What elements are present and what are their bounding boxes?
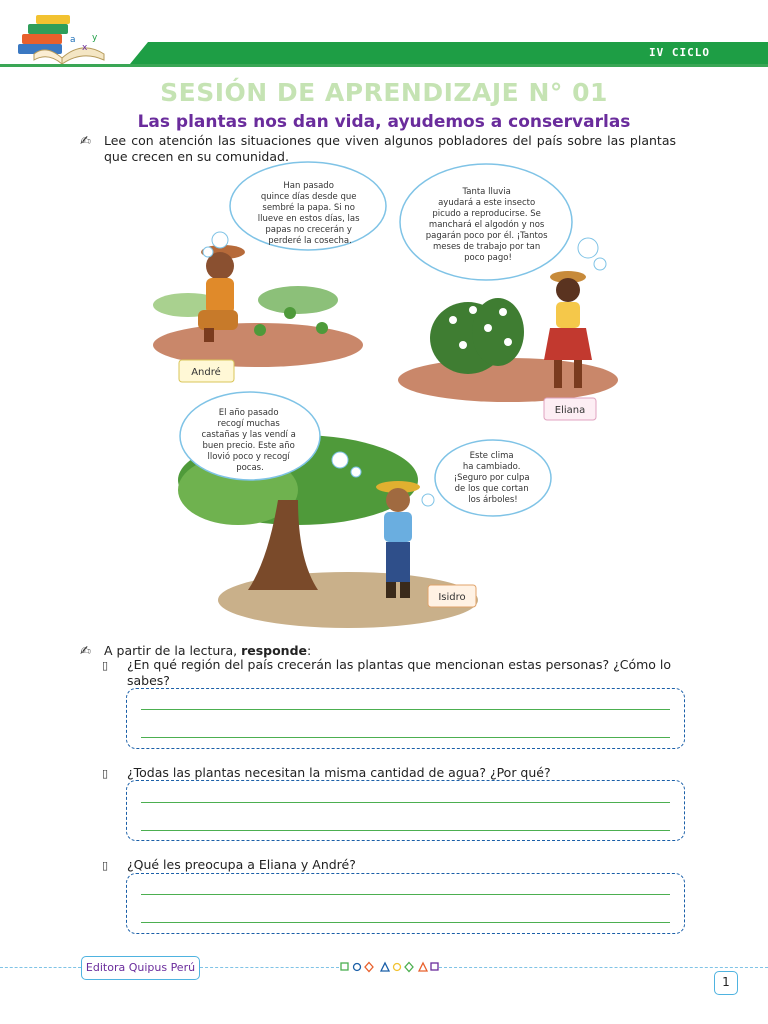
footer-divider	[200, 967, 339, 968]
svg-text:y: y	[92, 33, 98, 43]
isidro-speech-line: buen precio. Este año	[202, 441, 295, 451]
illustration	[148, 160, 628, 635]
question-2: ¿Todas las plantas necesitan la misma cantidad de agua? ¿Por qué?	[127, 765, 551, 780]
decorative-shapes-icon	[339, 961, 439, 973]
isidro-speech-line: ¡Seguro por culpa	[453, 473, 530, 483]
andre-scene	[153, 245, 363, 382]
answer-box-3[interactable]	[126, 873, 685, 934]
question-1: ¿En qué región del país crecerán las plantas que mencionan estas personas? ¿Cómo lo sabes?	[127, 657, 672, 688]
eliana-speech-line: pagarán poco por él. ¡Tantos	[425, 231, 548, 241]
question-3: ¿Qué les preocupa a Eliana y André?	[127, 857, 356, 872]
isidro-speech-line: Este clima	[469, 451, 514, 461]
isidro-speech-line: castañas y las vendí a	[201, 430, 296, 440]
andre-speech-line: llueve en estos días, las	[257, 214, 360, 224]
header-stripe	[0, 64, 768, 67]
publisher-brand: Editora Quipus Perú	[81, 956, 200, 980]
isidro-speech-line: recogí muchas	[217, 419, 280, 429]
isidro-name: Isidro	[438, 592, 466, 603]
intro-text: Lee con atención las situaciones que viven algunos pobladores del país sobre las plantas que crecen en su comunidad.	[104, 133, 676, 164]
pencil-bullet-icon: ✍	[80, 644, 91, 659]
isidro-speech-line: llovió poco y recogí	[207, 452, 290, 462]
andre-name: André	[191, 367, 221, 378]
isidro-speech-line: los árboles!	[468, 495, 518, 505]
isidro-speech-line: ha cambiado.	[462, 462, 521, 472]
question-bullet-icon: ▯	[102, 659, 109, 672]
eliana-speech-line: manchará el algodón y nos	[428, 220, 545, 230]
svg-text:x: x	[82, 43, 88, 53]
andre-speech-line: Han pasado	[283, 181, 334, 191]
answer-box-1[interactable]	[126, 688, 685, 749]
isidro-speech-line: El año pasado	[218, 408, 279, 418]
eliana-scene	[398, 271, 618, 420]
books-logo	[12, 10, 122, 64]
andre-speech-line: quince días desde que	[260, 192, 357, 202]
ciclo-label: IV CICLO	[649, 46, 710, 59]
answer-box-2[interactable]	[126, 780, 685, 841]
question-bullet-icon: ▯	[102, 859, 109, 872]
svg-text:Tanta lluvia ayudará a est	[426, 187, 550, 263]
andre-speech-line: papas no crecerán y	[265, 225, 352, 235]
eliana-speech-line: Tanta lluvia	[462, 187, 511, 197]
andre-speech-line: sembré la papa. Si no	[262, 203, 355, 213]
svg-text:a: a	[70, 35, 76, 45]
session-title: SESIÓN DE APRENDIZAJE N° 01	[160, 78, 608, 107]
eliana-speech-line: picudo a reproducirse. Se	[432, 209, 541, 219]
footer-divider	[439, 967, 768, 968]
eliana-name: Eliana	[554, 405, 586, 416]
question-bullet-icon: ▯	[102, 767, 109, 780]
task-instruction: A partir de la lectura, responde:	[104, 643, 312, 658]
page-number: 1	[714, 971, 738, 995]
andre-speech-line: perderé la cosecha.	[268, 236, 352, 246]
isidro-speech-line: pocas.	[236, 463, 264, 473]
footer-divider	[0, 967, 81, 968]
isidro-speech-line: de los que cortan	[454, 484, 529, 494]
eliana-speech-line: poco pago!	[464, 253, 512, 263]
pencil-bullet-icon: ✍	[80, 134, 91, 149]
subtitle: Las plantas nos dan vida, ayudemos a conservarlas	[137, 112, 631, 132]
eliana-speech-line: ayudará a este insecto	[438, 198, 536, 208]
eliana-speech-line: meses de trabajo por tan	[433, 242, 541, 252]
